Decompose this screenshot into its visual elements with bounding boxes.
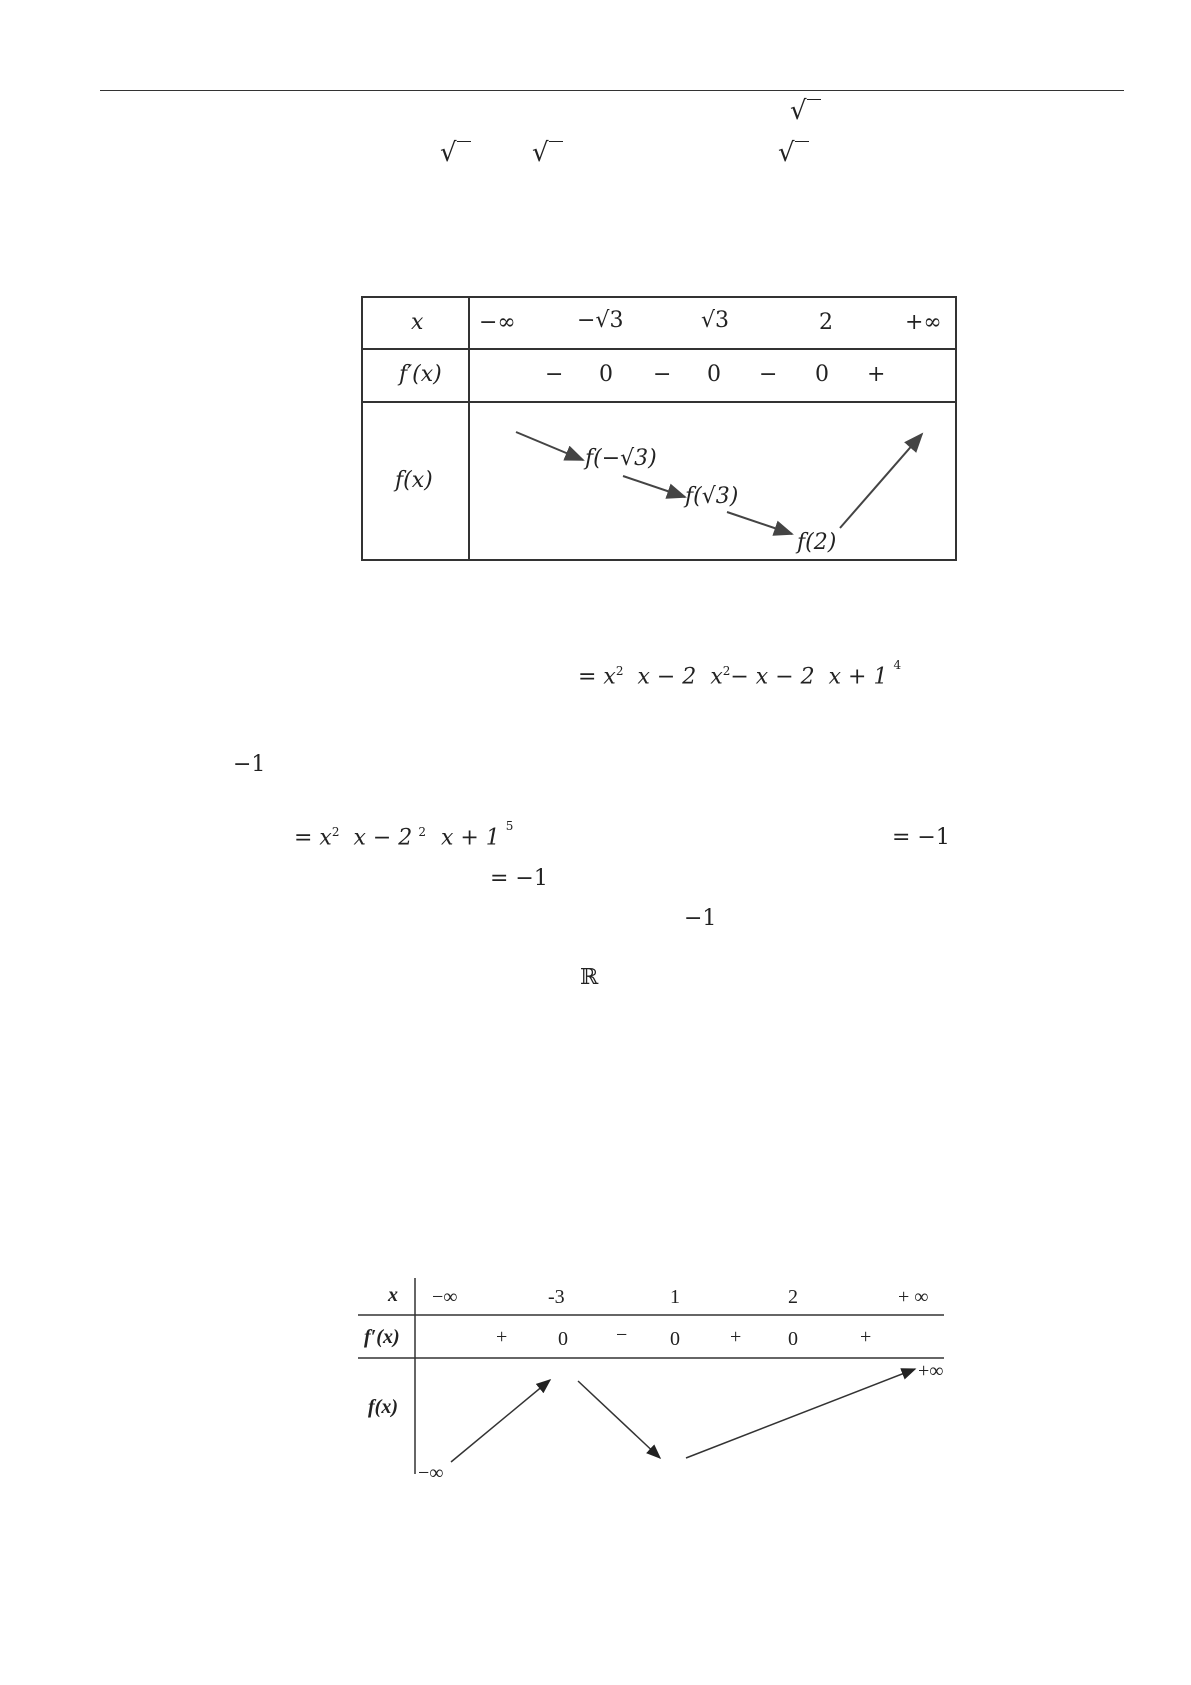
arrow-increase-1 <box>451 1380 550 1462</box>
t2-sign: − <box>616 1324 628 1346</box>
f2-sup: 2 <box>418 825 426 839</box>
eq-minus-one-fragment: = −1 <box>892 825 950 850</box>
t2-sign: 0 <box>558 1328 568 1350</box>
t1-sign: 0 <box>815 362 829 387</box>
arrow-decrease-1 <box>516 432 583 460</box>
f2-sup: 2 <box>331 825 340 839</box>
f2-part: x + 1 <box>440 825 500 851</box>
sqrt-fragment: √ <box>532 138 563 168</box>
arrow-decrease-3 <box>727 512 792 534</box>
f1-eq: = x <box>578 664 616 690</box>
f2-sup: 5 <box>505 819 514 833</box>
f1-part: x + 1 <box>828 664 888 690</box>
sqrt-fragment: √ <box>790 96 821 126</box>
t2-x-label: x <box>388 1284 398 1306</box>
variation-table-1 <box>361 296 957 561</box>
t1-x-label: x <box>411 310 424 335</box>
f1-part: x − 2 <box>637 664 697 690</box>
t2-f-value: −∞ <box>418 1462 444 1484</box>
t2-sign: 0 <box>788 1328 798 1350</box>
header-rule <box>100 90 1124 91</box>
sqrt-fragment: √ <box>440 138 471 168</box>
arrow-decrease-1 <box>578 1381 660 1458</box>
reals-symbol: ℝ <box>580 965 599 990</box>
sqrt-fragment: √ <box>778 138 809 168</box>
t1-x-val: −∞ <box>479 310 516 335</box>
f1-part: − x − 2 <box>730 664 815 690</box>
t2-fprime-label: f′(x) <box>364 1326 400 1348</box>
minus-one-fragment: −1 <box>684 906 717 931</box>
t1-fprime-label: f′(x) <box>399 362 442 387</box>
f1-sup: 2 <box>615 664 624 678</box>
f1-part: x <box>710 664 723 690</box>
eq-minus-one-fragment: = −1 <box>490 866 548 891</box>
table1-grid <box>361 296 957 561</box>
t1-sign: + <box>867 362 886 387</box>
arrow-increase-2 <box>686 1369 915 1458</box>
t1-x-val: 2 <box>819 310 833 335</box>
t1-x-val: √3 <box>701 308 730 333</box>
t2-x-val: −∞ <box>432 1286 458 1308</box>
minus-one-fragment: −1 <box>233 752 266 777</box>
t1-sign: 0 <box>599 362 613 387</box>
t1-sign: − <box>759 362 778 387</box>
t1-sign: − <box>545 362 564 387</box>
table2-grid <box>358 1278 962 1490</box>
t2-sign: + <box>860 1326 872 1348</box>
t1-f-label: f(x) <box>395 468 433 493</box>
t2-f-label: f(x) <box>368 1396 398 1418</box>
f2-eq: = x <box>294 825 332 851</box>
t2-f-value: +∞ <box>918 1360 944 1382</box>
t1-x-val: −√3 <box>577 308 624 333</box>
f1-sup: 2 <box>722 664 731 678</box>
t1-x-val: +∞ <box>905 310 942 335</box>
t1-f-value: f(2) <box>797 530 837 555</box>
f2-part: x − 2 <box>353 825 413 851</box>
f1-sup: 4 <box>893 658 902 672</box>
t2-sign: + <box>496 1326 508 1348</box>
arrow-decrease-2 <box>623 476 685 497</box>
t2-x-val: 2 <box>788 1286 798 1308</box>
t1-f-value: f(−√3) <box>585 446 657 471</box>
t2-x-val: 1 <box>670 1286 680 1308</box>
formula-line-1 <box>578 658 902 690</box>
formula-line-2 <box>294 819 514 851</box>
t2-x-val: -3 <box>548 1286 565 1308</box>
t1-sign: 0 <box>707 362 721 387</box>
t2-sign: + <box>730 1326 742 1348</box>
t2-sign: 0 <box>670 1328 680 1350</box>
t1-f-value: f(√3) <box>685 484 739 509</box>
variation-table-2 <box>358 1278 962 1490</box>
arrow-increase-1 <box>840 434 922 528</box>
t2-x-val: + ∞ <box>898 1286 929 1308</box>
t1-sign: − <box>653 362 672 387</box>
